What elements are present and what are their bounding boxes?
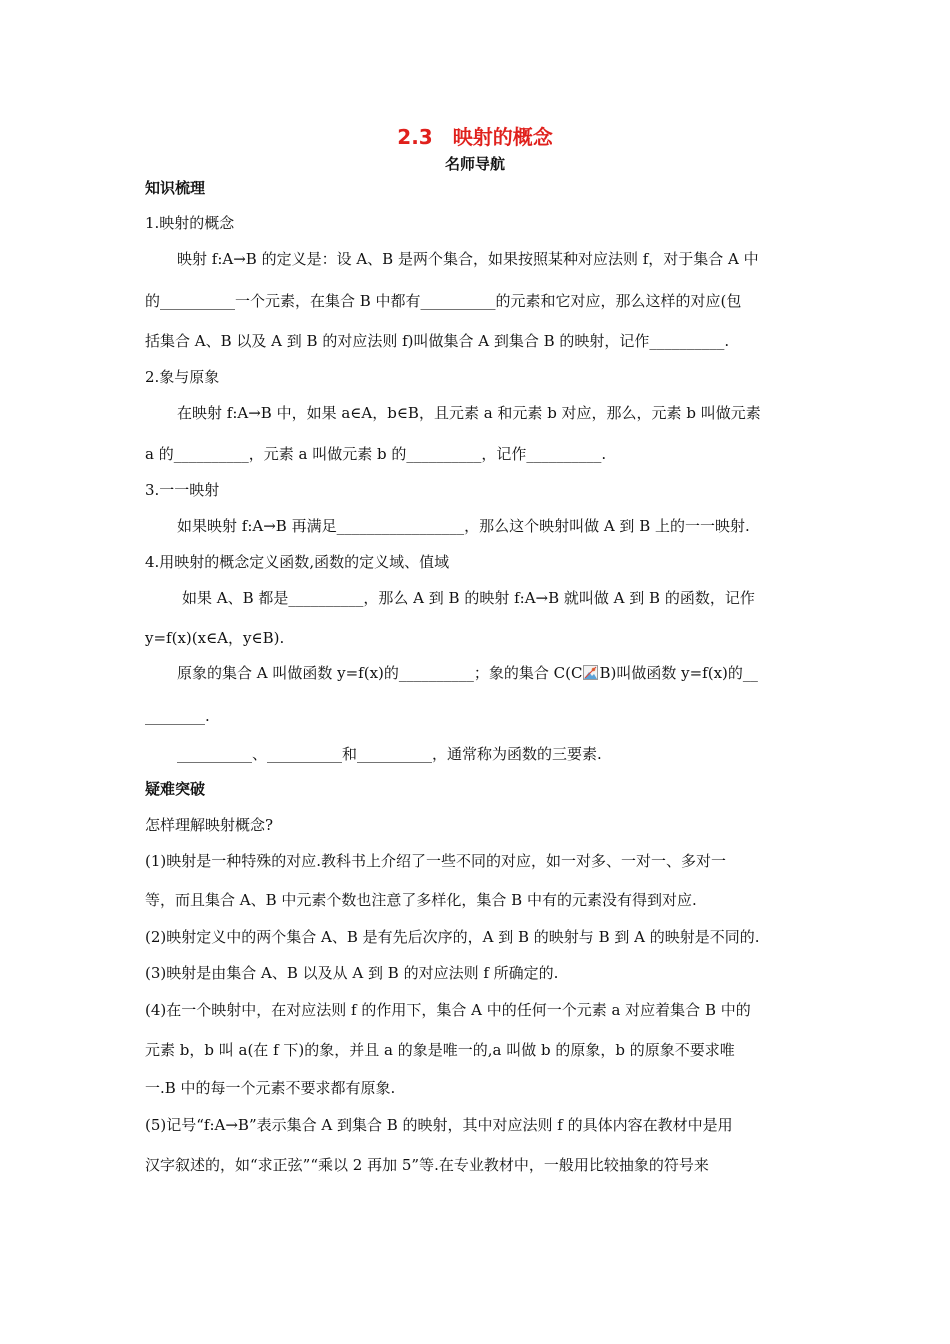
item-heading-3: 3.一一映射: [145, 481, 220, 499]
paragraph-line: 一.B 中的每一个元素不要求都有原象.: [145, 1079, 396, 1097]
broken-image-icon: [583, 665, 598, 680]
question-heading: 怎样理解映射概念?: [145, 816, 274, 834]
paragraph-line: 等，而且集合 A、B 中元素个数也注意了多样化，集合 B 中有的元素没有得到对应.: [145, 891, 697, 909]
item-heading-1: 1.映射的概念: [145, 214, 235, 232]
paragraph-line: 元素 b，b 叫 a(在 f 下)的象，并且 a 的象是唯一的,a 叫做 b 的原象，b 的原象不要求唯: [145, 1041, 735, 1059]
paragraph-line: 映射 f:A→B 的定义是：设 A、B 是两个集合，如果按照某种对应法则 f，对于集合 A 中: [177, 250, 759, 268]
paragraph-line: 在映射 f:A→B 中，如果 a∈A，b∈B，且元素 a 和元素 b 对应，那么，元素 b 叫做元素: [177, 404, 761, 422]
paragraph-line: 如果 A、B 都是__________，那么 A 到 B 的映射 f:A→B 就叫做 A 到 B 的函数，记作: [182, 589, 755, 607]
item-heading-2: 2.象与原象: [145, 368, 220, 386]
paragraph-line: 汉字叙述的，如“求正弦”“乘以 2 再加 5”等.在专业教材中，一般用比较抽象的符号来: [145, 1156, 709, 1174]
paragraph-line: (3)映射是由集合 A、B 以及从 A 到 B 的对应法则 f 所确定的.: [145, 964, 559, 982]
paragraph-line: (5)记号“f:A→B”表示集合 A 到集合 B 的映射，其中对应法则 f 的具体内容在教材中是用: [145, 1116, 733, 1134]
paragraph-line: 括集合 A、B 以及 A 到 B 的对应法则 f)叫做集合 A 到集合 B 的映射，记作__________.: [145, 332, 730, 350]
paragraph-line: 如果映射 f:A→B 再满足_________________，那么这个映射叫做 A 到 B 上的一一映射.: [177, 517, 750, 535]
paragraph-text: 原象的集合 A 叫做函数 y=f(x)的__________；象的集合 C(C: [177, 664, 583, 682]
paragraph-line: (2)映射定义中的两个集合 A、B 是有先后次序的，A 到 B 的映射与 B 到 A 的映射是不同的.: [145, 928, 760, 946]
section-heading-knowledge: 知识梳理: [145, 179, 206, 197]
paragraph-text: B)叫做函数 y=f(x)的__: [599, 664, 758, 682]
page-subtitle: 名师导航: [444, 155, 505, 173]
paragraph-line: (4)在一个映射中，在对应法则 f 的作用下，集合 A 中的任何一个元素 a 对应着集合 B 中的: [145, 1001, 751, 1019]
paragraph-line: ________.: [145, 707, 210, 725]
paragraph-line: y=f(x)(x∈A，y∈B).: [145, 629, 285, 647]
item-heading-4: 4.用映射的概念定义函数,函数的定义域、值域: [145, 553, 450, 571]
paragraph-line: (1)映射是一种特殊的对应.教科书上介绍了一些不同的对应，如一对多、一对一、多对一: [145, 852, 727, 870]
paragraph-line: 的__________一个元素，在集合 B 中都有__________的元素和它对应，那么这样的对应(包: [145, 292, 742, 310]
paragraph-line: [177, 663, 758, 683]
page-title: 2.3 映射的概念: [397, 125, 553, 149]
paragraph-line: __________、__________和__________，通常称为函数的三要素.: [177, 745, 602, 763]
section-heading-difficulty: 疑难突破: [145, 780, 206, 798]
paragraph-line: a 的__________，元素 a 叫做元素 b 的__________，记作__________.: [145, 445, 607, 463]
